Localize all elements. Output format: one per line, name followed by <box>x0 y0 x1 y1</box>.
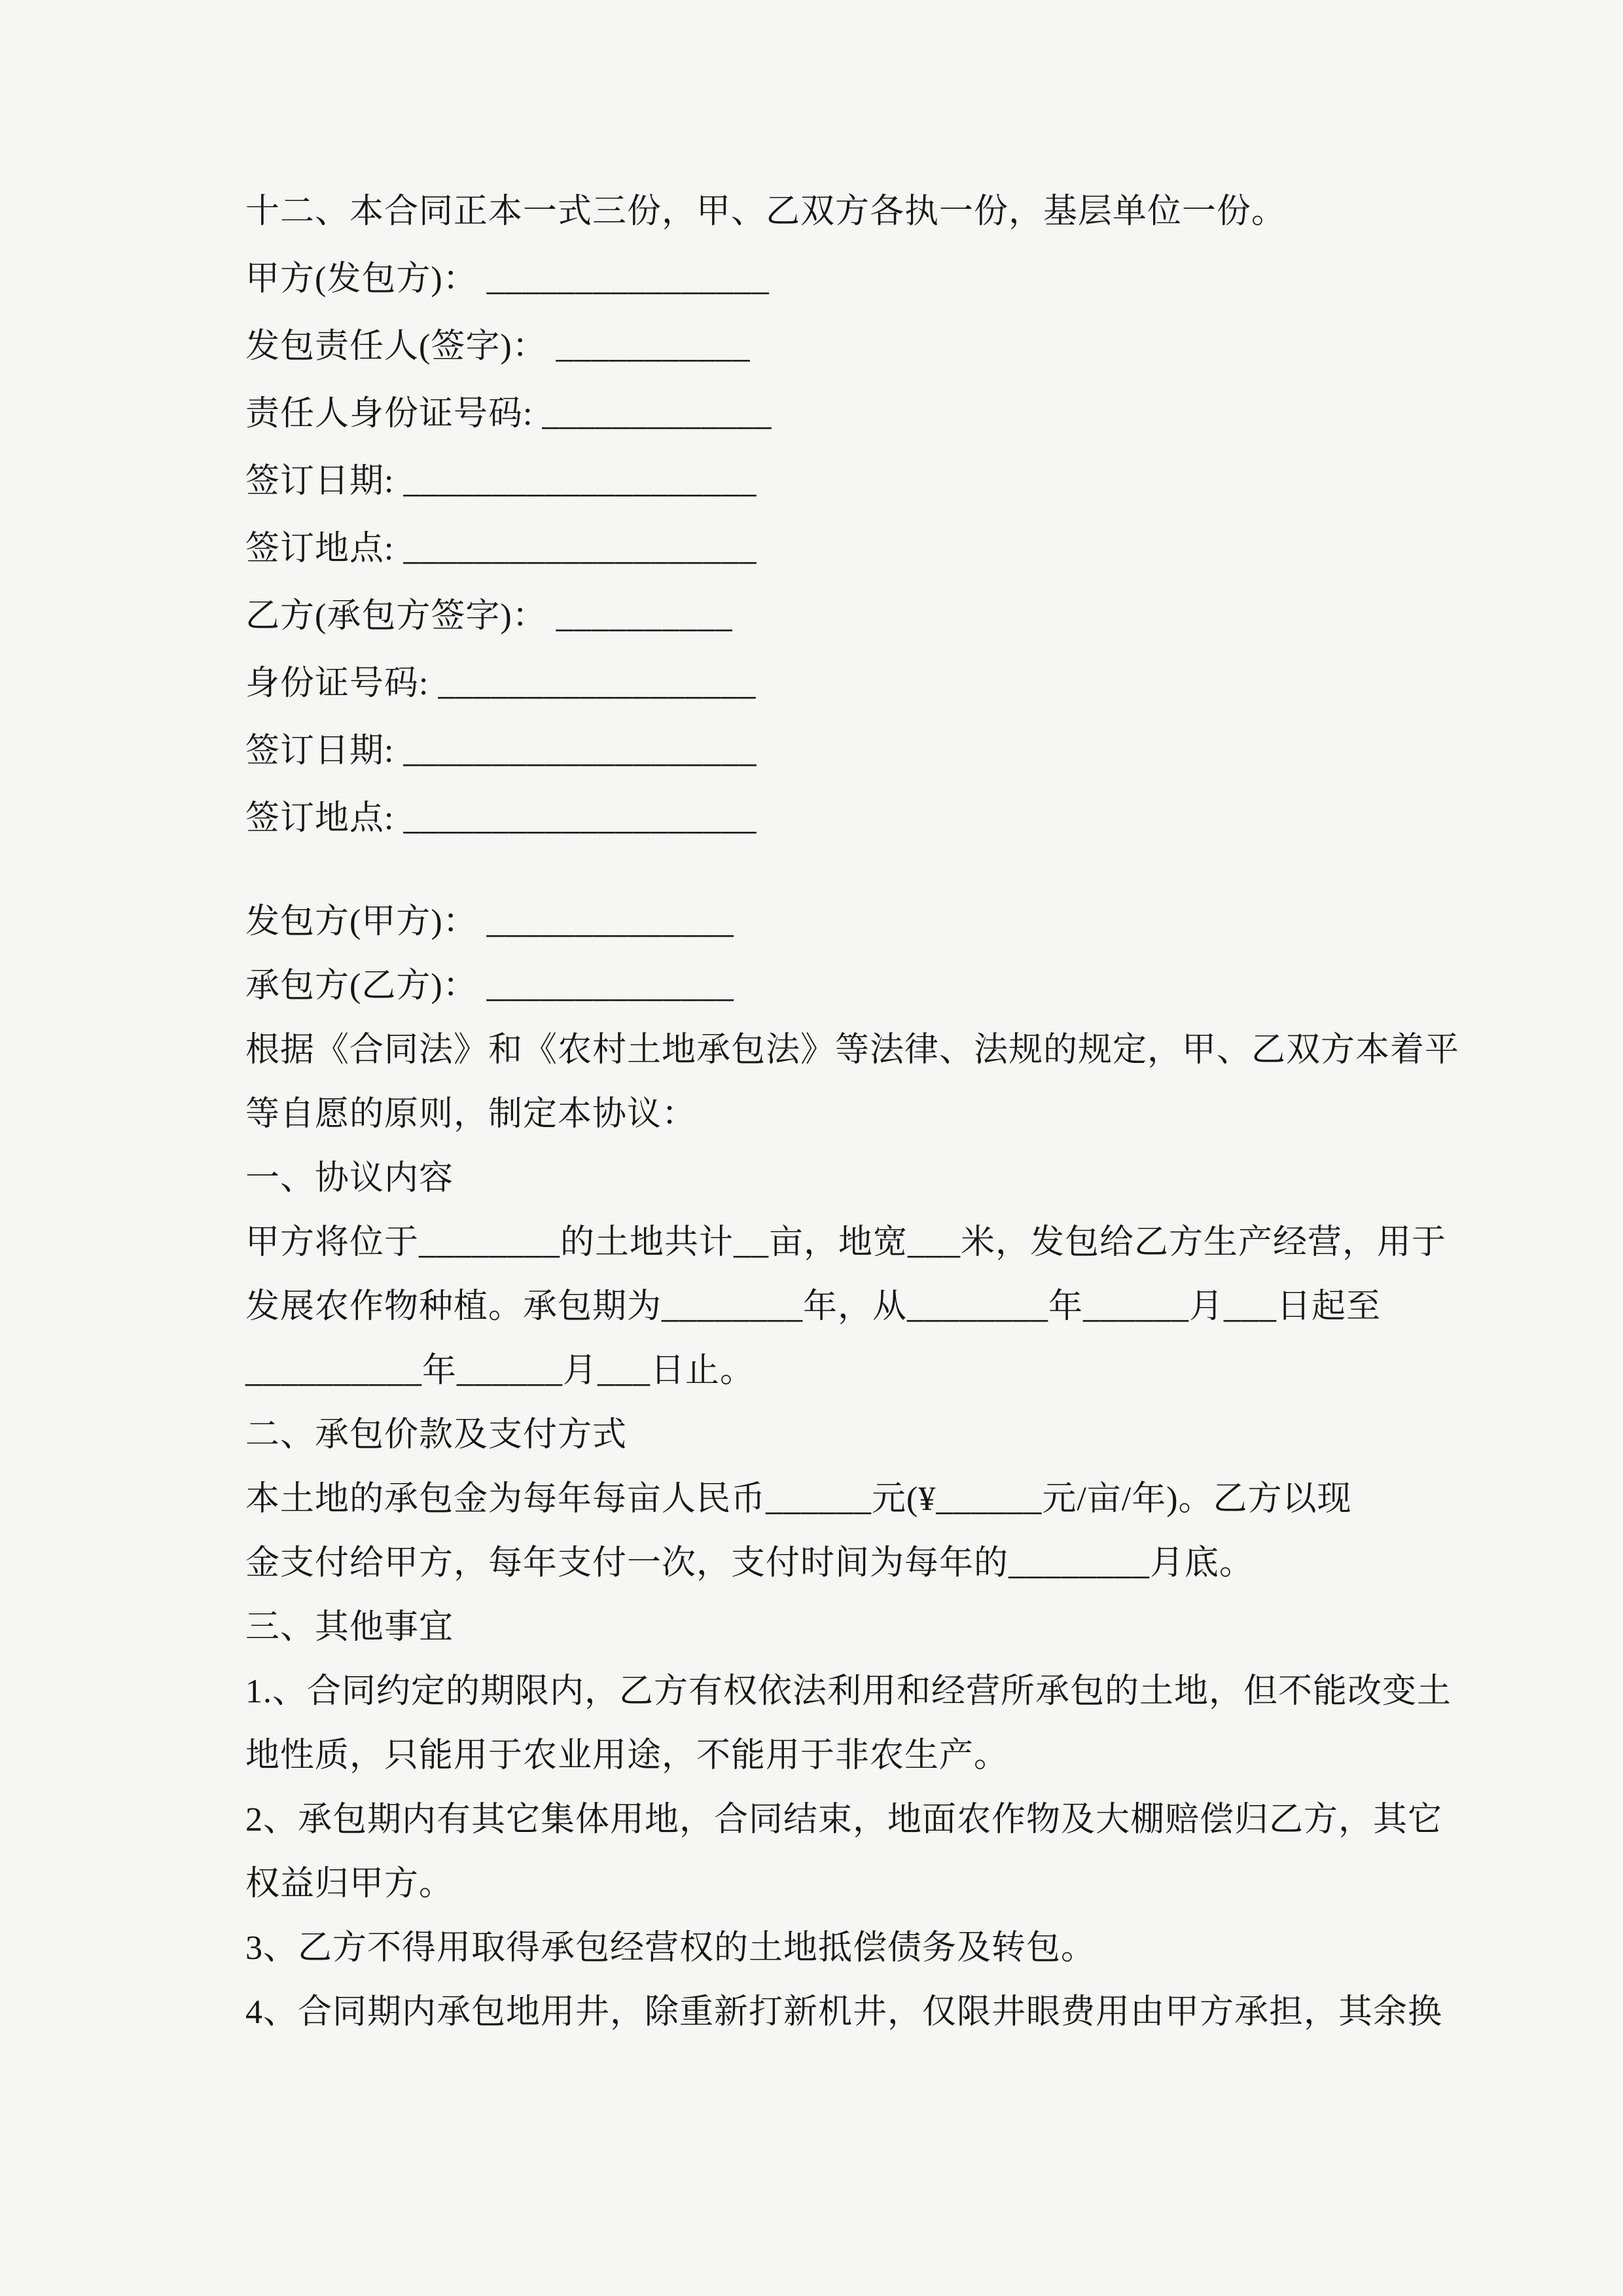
field-employer-party-a: 发包方(甲方)： ______________ <box>245 903 734 941</box>
section1-line-2: 发展农作物种植。承包期为________年，从________年______月___日起至 <box>245 1288 1382 1325</box>
section2-line-1: 本土地的承包金为每年每亩人民币______元(¥______元/亩/年)。乙方以现 <box>245 1480 1352 1518</box>
field-party-b-signature: 乙方(承包方签字)： __________ <box>245 598 733 635</box>
field-sign-place-party-b: 签订地点: ____________________ <box>245 800 757 837</box>
item-2-line-2: 权益归甲方。 <box>245 1865 454 1903</box>
heading-section-3-other-matters: 三、其他事宜 <box>245 1609 454 1646</box>
item-2-line-1: 2、承包期内有其它集体用地，合同结束，地面农作物及大棚赔偿归乙方，其它 <box>245 1801 1443 1839</box>
contract-text-block <box>245 178 1460 2045</box>
section1-line-1: 甲方将位于________的土地共计__亩，地宽___米，发包给乙方生产经营，用于 <box>245 1224 1447 1261</box>
preamble-line-2: 等自愿的原则，制定本协议： <box>245 1096 697 1133</box>
field-employer-responsible-signature: 发包责任人(签字)： ___________ <box>245 328 751 365</box>
field-sign-date-party-a: 签订日期: ____________________ <box>245 463 757 500</box>
field-sign-date-party-b: 签订日期: ____________________ <box>245 732 757 770</box>
item-3: 3、乙方不得用取得承包经营权的土地抵偿债务及转包。 <box>245 1929 1096 1967</box>
section2-line-2: 金支付给甲方，每年支付一次，支付时间为每年的________月底。 <box>245 1545 1255 1582</box>
field-id-number-party-b: 身份证号码: __________________ <box>245 665 757 702</box>
item-1-line-2: 地性质，只能用于农业用途，不能用于非农生产。 <box>245 1737 1009 1774</box>
section1-line-3: __________年______月___日止。 <box>245 1352 755 1390</box>
item-4-line-1: 4、合同期内承包地用井，除重新打新机井，仅限井眼费用由甲方承担，其余换 <box>245 1994 1443 2031</box>
field-contractor-party-b: 承包方(乙方)： ______________ <box>245 967 734 1005</box>
heading-section-2-price-payment: 二、承包价款及支付方式 <box>245 1416 628 1454</box>
field-responsible-id-number: 责任人身份证号码: _____________ <box>245 395 772 433</box>
item-1-line-1: 1.、合同约定的期限内，乙方有权依法利用和经营所承包的土地，但不能改变土 <box>245 1673 1452 1710</box>
field-party-a: 甲方(发包方)： ________________ <box>245 260 770 298</box>
preamble-line-1: 根据《合同法》和《农村土地承包法》等法律、法规的规定，甲、乙双方本着平 <box>245 1031 1460 1069</box>
heading-section-1-agreement-content: 一、协议内容 <box>245 1160 454 1197</box>
clause-twelve-copies: 十二、本合同正本一式三份，甲、乙双方各执一份，基层单位一份。 <box>245 193 1287 230</box>
field-sign-place-party-a: 签订地点: ____________________ <box>245 530 757 567</box>
